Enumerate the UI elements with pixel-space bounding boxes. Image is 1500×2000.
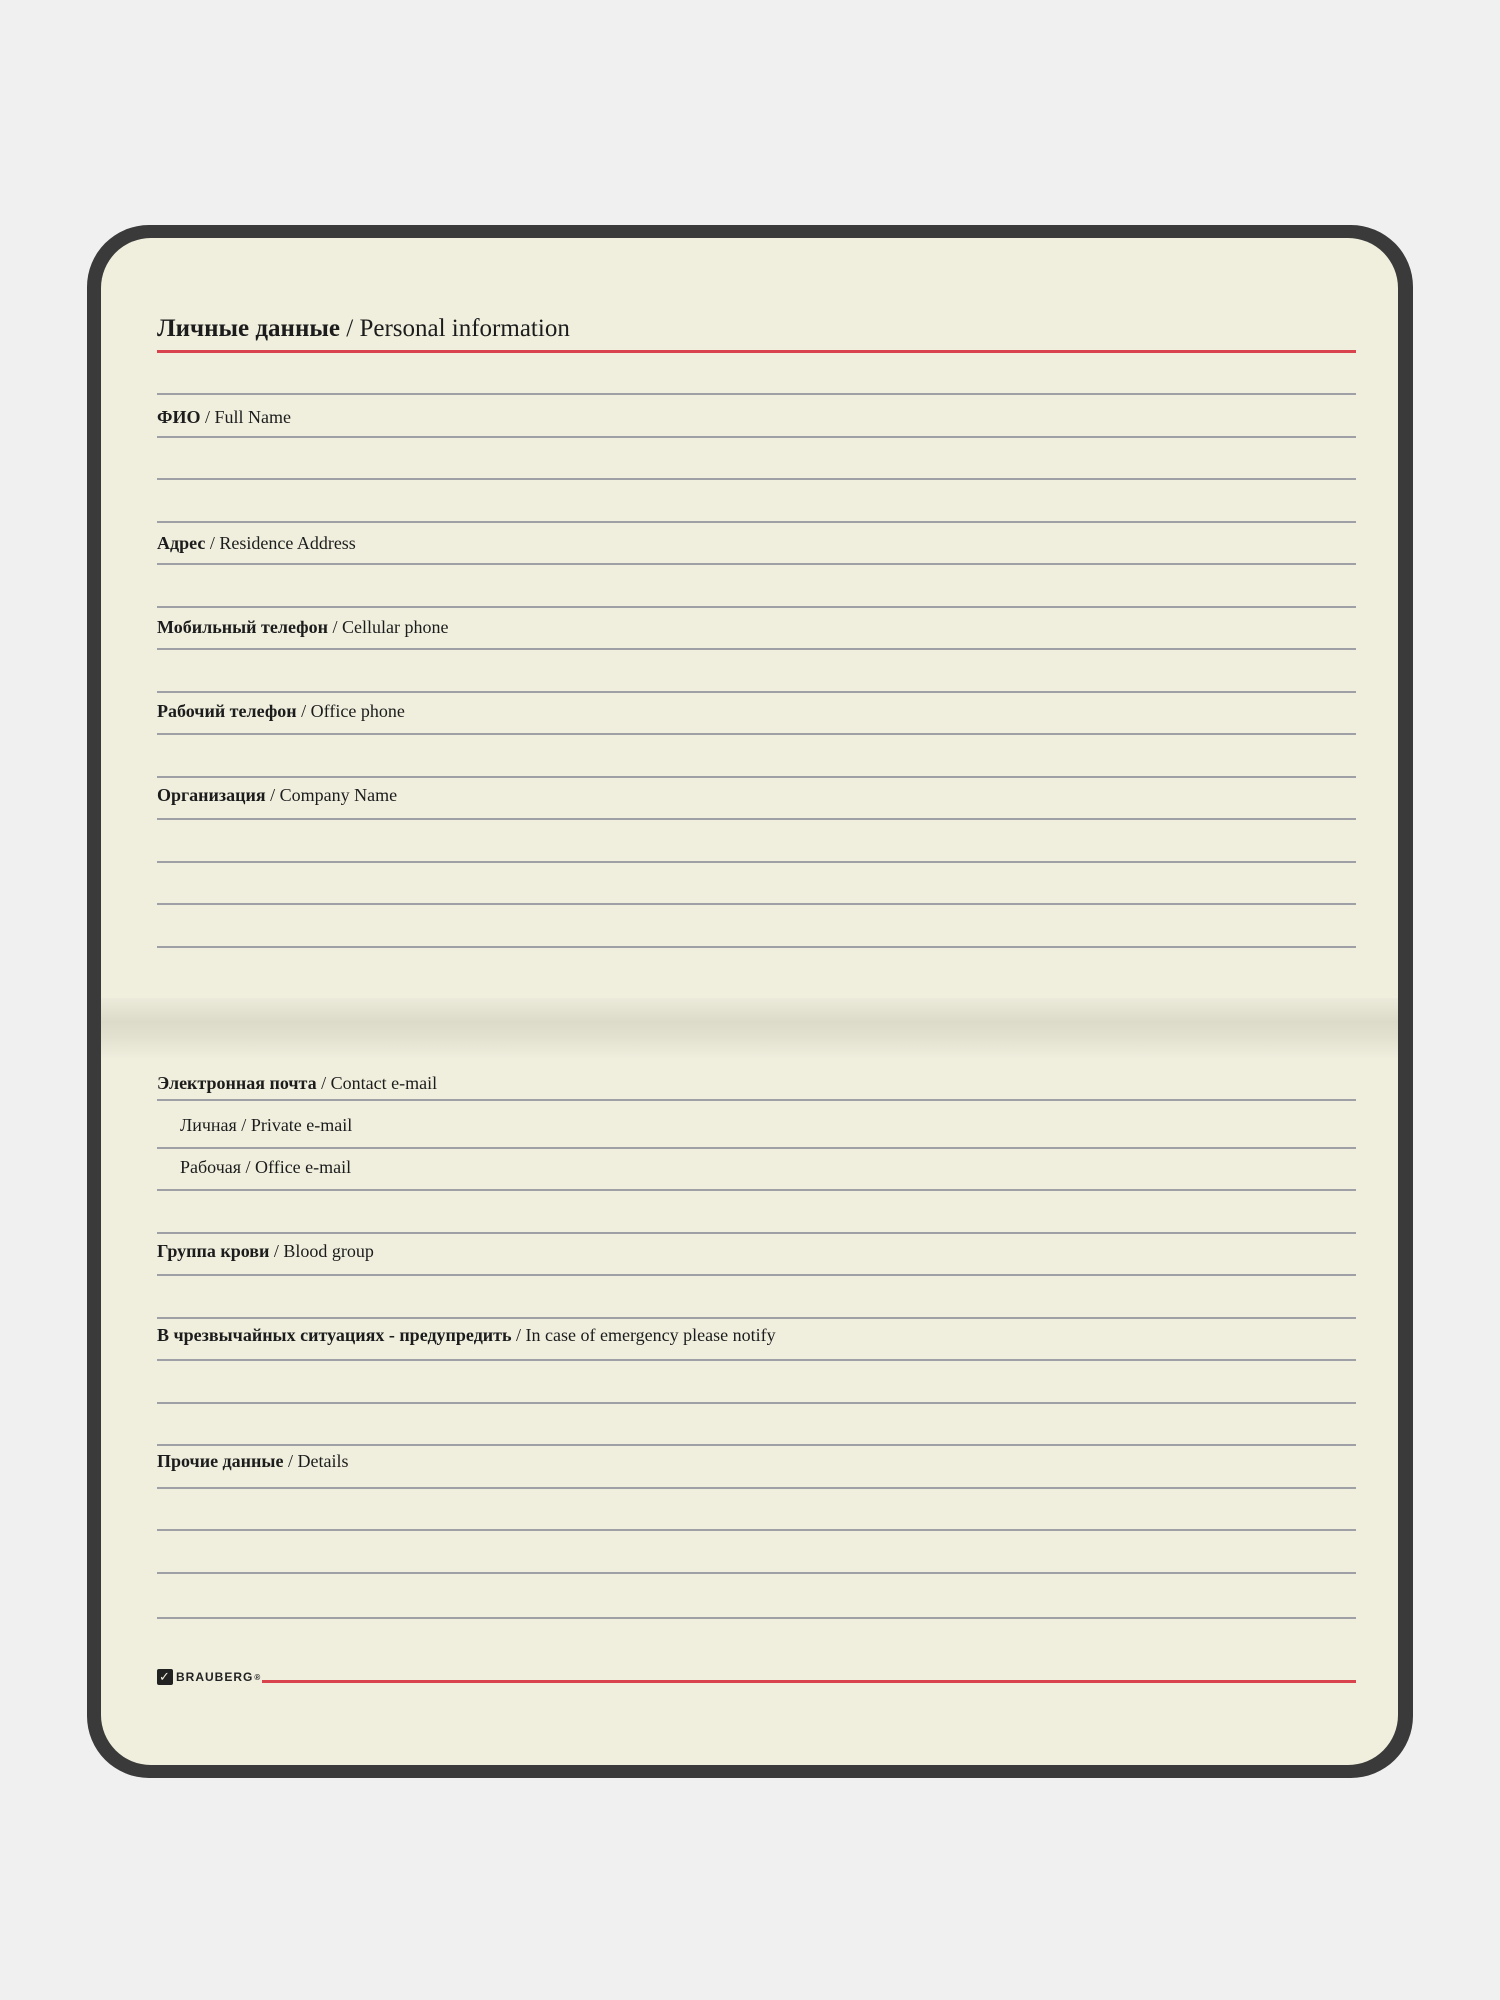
ruled-line [157, 733, 1356, 735]
ruled-line [157, 1232, 1356, 1234]
field-label-separator: / [269, 1241, 284, 1261]
page-title-separator: / [339, 315, 360, 342]
field-full-name [157, 408, 291, 426]
ruled-line [157, 1444, 1356, 1446]
ruled-line [157, 818, 1356, 820]
ruled-line [157, 1189, 1356, 1191]
ruled-line [157, 436, 1356, 438]
field-company-name [157, 786, 397, 804]
page-title-en: Personal information [359, 315, 570, 342]
field-blood-group [157, 1242, 374, 1260]
ruled-line [157, 1099, 1356, 1101]
brand-name: BRAUBERG [176, 1670, 254, 1684]
field-label-en: Company Name [279, 785, 398, 805]
ruled-line [157, 563, 1356, 565]
field-label-separator: / [241, 1157, 256, 1177]
ruled-line [157, 1402, 1356, 1404]
field-label-separator: / [511, 1325, 526, 1345]
ruled-line [157, 393, 1356, 395]
field-label-en: Office e-mail [255, 1157, 352, 1177]
field-label-ru: Рабочий телефон [157, 701, 297, 721]
brand-logo [157, 1668, 261, 1686]
field-label-separator: / [283, 1451, 298, 1471]
ruled-line [157, 1274, 1356, 1276]
page-title-ru: Личные данные [157, 315, 340, 342]
ruled-line [157, 521, 1356, 523]
ruled-line [157, 946, 1356, 948]
field-label-en: Cellular phone [342, 617, 449, 637]
brand-registered-mark: ® [254, 1672, 262, 1682]
ruled-line [157, 691, 1356, 693]
field-label-separator: / [265, 785, 280, 805]
ruled-line [157, 1147, 1356, 1149]
field-label-ru: Прочие данные [157, 1451, 284, 1471]
footer-red-rule [262, 1680, 1356, 1683]
page-fold [101, 998, 1398, 1058]
notebook-page [101, 238, 1398, 1765]
ruled-line [157, 861, 1356, 863]
field-label-en: Details [297, 1451, 349, 1471]
field-office-email [180, 1158, 351, 1176]
ruled-line [157, 1487, 1356, 1489]
field-details [157, 1452, 348, 1470]
field-cellular-phone [157, 618, 449, 636]
field-label-separator: / [296, 701, 311, 721]
field-emergency-contact [157, 1326, 776, 1344]
field-label-en: Blood group [283, 1241, 374, 1261]
field-label-en: Private e-mail [250, 1115, 353, 1135]
field-label-ru: В чрезвычайных ситуациях - предупредить [157, 1325, 512, 1345]
field-label-separator: / [328, 617, 343, 637]
field-label-ru: Адрес [157, 533, 206, 553]
field-residence-address [157, 534, 356, 552]
field-label-separator: / [205, 533, 220, 553]
ruled-line [157, 1617, 1356, 1619]
field-label-ru: Личная [180, 1115, 237, 1135]
brand-check-icon: ✓ [157, 1669, 173, 1685]
field-contact-email [157, 1074, 437, 1092]
field-label-ru: ФИО [157, 407, 201, 427]
ruled-line [157, 903, 1356, 905]
field-label-en: Contact e-mail [330, 1073, 438, 1093]
ruled-line [157, 478, 1356, 480]
ruled-line [157, 606, 1356, 608]
field-label-en: In case of emergency please notify [525, 1325, 776, 1345]
field-label-separator: / [236, 1115, 251, 1135]
field-label-ru: Организация [157, 785, 266, 805]
field-office-phone [157, 702, 405, 720]
ruled-line [157, 1317, 1356, 1319]
heading-red-rule [157, 350, 1356, 353]
page-title [157, 316, 570, 341]
ruled-line [157, 1359, 1356, 1361]
field-label-separator: / [316, 1073, 331, 1093]
ruled-line [157, 1572, 1356, 1574]
field-private-email [180, 1116, 352, 1134]
field-label-ru: Рабочая [180, 1157, 242, 1177]
field-label-separator: / [200, 407, 215, 427]
ruled-line [157, 776, 1356, 778]
ruled-line [157, 648, 1356, 650]
field-label-ru: Мобильный телефон [157, 617, 328, 637]
field-label-en: Full Name [214, 407, 291, 427]
field-label-ru: Группа крови [157, 1241, 270, 1261]
field-label-ru: Электронная почта [157, 1073, 317, 1093]
field-label-en: Office phone [310, 701, 405, 721]
field-label-en: Residence Address [219, 533, 356, 553]
ruled-line [157, 1529, 1356, 1531]
